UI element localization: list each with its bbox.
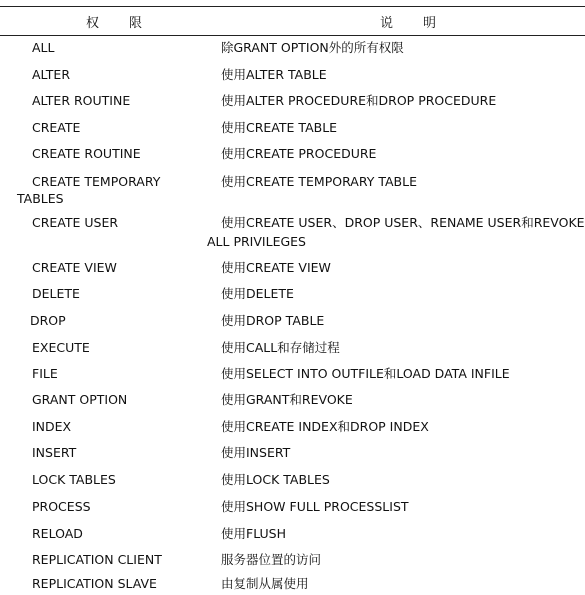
privilege-name: EXECUTE: [32, 340, 90, 355]
privilege-description: 服务器位置的访问: [221, 552, 322, 567]
table-top-rule: [0, 6, 585, 7]
privilege-description: 除GRANT OPTION外的所有权限: [221, 40, 404, 55]
privilege-name: CREATE VIEW: [32, 260, 117, 275]
privilege-name-continued: TABLES: [17, 191, 64, 206]
header-description-char-1: 说: [380, 16, 394, 31]
privilege-description: 使用SHOW FULL PROCESSLIST: [221, 499, 409, 514]
privilege-name: CREATE ROUTINE: [32, 146, 141, 161]
privilege-description: 使用FLUSH: [221, 526, 287, 541]
privilege-name: INSERT: [32, 445, 77, 460]
privilege-name: CREATE USER: [32, 215, 119, 230]
privilege-name: PROCESS: [32, 499, 91, 514]
header-privilege-char-2: 限: [129, 16, 143, 31]
privilege-name: DELETE: [32, 286, 80, 301]
table-row: [0, 173, 585, 207]
privilege-description: 使用LOCK TABLES: [221, 472, 330, 487]
privilege-name: DROP: [30, 313, 66, 328]
privilege-description-continued: ALL PRIVILEGES: [207, 234, 306, 249]
privilege-description: 使用CREATE PROCEDURE: [221, 146, 377, 161]
privilege-description: 使用CREATE INDEX和DROP INDEX: [221, 419, 429, 434]
privilege-description: 使用SELECT INTO OUTFILE和LOAD DATA INFILE: [221, 366, 510, 381]
privilege-name: REPLICATION CLIENT: [32, 552, 162, 567]
privilege-name: ALTER ROUTINE: [32, 93, 131, 108]
privilege-description: 由复制从属使用: [221, 576, 309, 591]
privilege-description: 使用CREATE USER、DROP USER、RENAME USER和REVOKE: [221, 215, 585, 230]
privilege-name: LOCK TABLES: [32, 472, 116, 487]
table-row: [0, 214, 585, 250]
privilege-name: INDEX: [32, 419, 72, 434]
privilege-description: 使用CALL和存储过程: [221, 340, 340, 355]
privilege-description: 使用ALTER TABLE: [221, 67, 327, 82]
privilege-description: 使用DROP TABLE: [221, 313, 325, 328]
header-privilege: [86, 12, 142, 31]
privilege-name: FILE: [32, 366, 58, 381]
privilege-name: ALTER: [32, 67, 71, 82]
privilege-description: 使用CREATE TABLE: [221, 120, 338, 135]
header-privilege-char-1: 权: [86, 16, 100, 31]
privilege-name: ALL: [32, 40, 55, 55]
privilege-name: REPLICATION SLAVE: [32, 576, 157, 591]
header-description-char-2: 明: [423, 16, 437, 31]
privilege-description: 使用CREATE TEMPORARY TABLE: [221, 174, 417, 189]
privilege-description: 使用ALTER PROCEDURE和DROP PROCEDURE: [221, 93, 497, 108]
privilege-name: CREATE: [32, 120, 81, 135]
header-description: [380, 12, 436, 31]
privilege-description: 使用GRANT和REVOKE: [221, 392, 353, 407]
privilege-description: 使用CREATE VIEW: [221, 260, 331, 275]
header-bottom-rule: [0, 35, 585, 36]
privilege-name: RELOAD: [32, 526, 83, 541]
privilege-name: GRANT OPTION: [32, 392, 128, 407]
privilege-description: 使用INSERT: [221, 445, 291, 460]
privilege-name: CREATE TEMPORARY: [32, 174, 161, 189]
privilege-description: 使用DELETE: [221, 286, 294, 301]
